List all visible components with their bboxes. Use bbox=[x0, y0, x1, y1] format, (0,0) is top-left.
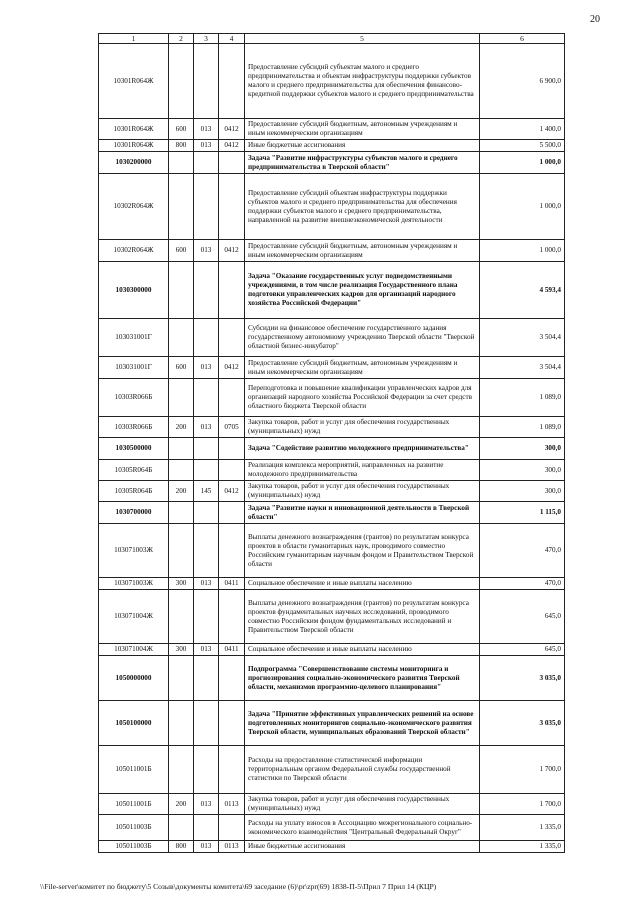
table-row bbox=[99, 262, 565, 319]
table-row bbox=[99, 379, 565, 417]
row-code: 103031001Г bbox=[99, 319, 169, 357]
row-code: 10302R064Ж bbox=[99, 174, 169, 240]
row-description: Выплаты денежного вознаграждения (грантов) по результатам конкурса проектов фундаментальных научных исследований, проводимого совместно Российским фондом фундаментальных исследований и Правительством Тверской области bbox=[245, 590, 480, 644]
row-amount: 1 335,0 bbox=[480, 815, 565, 841]
row-col-2 bbox=[169, 524, 194, 578]
header-col-6: 6 bbox=[480, 34, 565, 44]
row-col-2 bbox=[169, 590, 194, 644]
row-amount: 3 035,0 bbox=[480, 701, 565, 746]
row-col-3 bbox=[194, 44, 219, 119]
row-amount: 1 400,0 bbox=[480, 119, 565, 140]
row-code: 105011003Б bbox=[99, 815, 169, 841]
row-col-3: 145 bbox=[194, 481, 219, 502]
header-col-1: 1 bbox=[99, 34, 169, 44]
table-row bbox=[99, 481, 565, 502]
row-amount: 1 700,0 bbox=[480, 794, 565, 815]
row-col-2 bbox=[169, 44, 194, 119]
table-row bbox=[99, 590, 565, 644]
row-amount: 1 000,0 bbox=[480, 152, 565, 174]
table-row bbox=[99, 578, 565, 590]
row-description: Расходы на предоставление статистической информации территориальным органом Федеральной службы государственной статистики по Тверской области bbox=[245, 746, 480, 794]
row-code: 10301R064Ж bbox=[99, 44, 169, 119]
header-col-2: 2 bbox=[169, 34, 194, 44]
row-col-4: 0412 bbox=[219, 140, 245, 152]
row-col-3: 013 bbox=[194, 644, 219, 656]
header-col-3: 3 bbox=[194, 34, 219, 44]
table-row bbox=[99, 656, 565, 701]
row-code: 10301R064Ж bbox=[99, 119, 169, 140]
row-col-2 bbox=[169, 262, 194, 319]
row-col-3 bbox=[194, 701, 219, 746]
row-col-4 bbox=[219, 590, 245, 644]
table-row bbox=[99, 841, 565, 853]
row-col-4: 0113 bbox=[219, 794, 245, 815]
row-code: 1030500000 bbox=[99, 438, 169, 460]
row-amount: 3 504,4 bbox=[480, 357, 565, 379]
row-amount: 645,0 bbox=[480, 644, 565, 656]
header-row bbox=[99, 34, 565, 44]
row-amount: 1 089,0 bbox=[480, 417, 565, 438]
row-col-4: 0412 bbox=[219, 240, 245, 262]
row-amount: 300,0 bbox=[480, 481, 565, 502]
row-code: 103071004Ж bbox=[99, 644, 169, 656]
row-col-2: 800 bbox=[169, 841, 194, 853]
row-description: Закупка товаров, работ и услуг для обеспечения государственных (муниципальных) нужд bbox=[245, 417, 480, 438]
row-col-2 bbox=[169, 319, 194, 357]
row-col-4: 0412 bbox=[219, 481, 245, 502]
row-code: 10303R066Б bbox=[99, 417, 169, 438]
row-description: Задача "Содействие развитию молодежного предпринимательства" bbox=[245, 438, 480, 460]
table-row bbox=[99, 319, 565, 357]
row-code: 1030200000 bbox=[99, 152, 169, 174]
row-description: Задача "Оказание государственных услуг подведомственными учреждениями, в том числе реализация Государственного плана подготовки управленческих кадров для организаций народного хозяйства Российской Федерации" bbox=[245, 262, 480, 319]
row-col-3 bbox=[194, 262, 219, 319]
row-col-4: 0412 bbox=[219, 119, 245, 140]
row-col-2: 300 bbox=[169, 644, 194, 656]
row-description: Реализация комплекса мероприятий, направленных на развитие молодежного предпринимательства bbox=[245, 460, 480, 481]
row-col-3: 013 bbox=[194, 578, 219, 590]
table-row bbox=[99, 524, 565, 578]
row-amount: 1 700,0 bbox=[480, 746, 565, 794]
row-description: Переподготовка и повышение квалификации управленческих кадров для организаций народного хозяйства Российской Федерации за счет средств областного бюджета Тверской области bbox=[245, 379, 480, 417]
row-code: 103071003Ж bbox=[99, 578, 169, 590]
row-code: 10305R064Б bbox=[99, 460, 169, 481]
row-col-3 bbox=[194, 502, 219, 524]
row-amount: 470,0 bbox=[480, 524, 565, 578]
row-code: 10305R064Б bbox=[99, 481, 169, 502]
row-col-3 bbox=[194, 524, 219, 578]
row-amount: 4 593,4 bbox=[480, 262, 565, 319]
row-description: Социальное обеспечение и иные выплаты населению bbox=[245, 578, 480, 590]
row-col-4 bbox=[219, 746, 245, 794]
row-col-3 bbox=[194, 460, 219, 481]
row-col-4 bbox=[219, 262, 245, 319]
table-row bbox=[99, 460, 565, 481]
page-number: 20 bbox=[590, 14, 600, 25]
table-row bbox=[99, 152, 565, 174]
row-col-2 bbox=[169, 815, 194, 841]
row-col-4: 0411 bbox=[219, 578, 245, 590]
row-code: 105011001Б bbox=[99, 746, 169, 794]
table-row bbox=[99, 240, 565, 262]
row-code: 10303R066Б bbox=[99, 379, 169, 417]
row-col-4 bbox=[219, 44, 245, 119]
row-col-3 bbox=[194, 746, 219, 794]
table-row bbox=[99, 119, 565, 140]
row-amount: 1 335,0 bbox=[480, 841, 565, 853]
header-col-5: 5 bbox=[245, 34, 480, 44]
row-col-2 bbox=[169, 152, 194, 174]
row-col-2: 600 bbox=[169, 119, 194, 140]
row-col-3 bbox=[194, 152, 219, 174]
row-description: Задача "Развитие науки и инновационной деятельности в Тверской области" bbox=[245, 502, 480, 524]
row-col-2: 200 bbox=[169, 481, 194, 502]
row-code: 105011001Б bbox=[99, 794, 169, 815]
row-description: Предоставление субсидий бюджетным, автономным учреждениям и иным некоммерческим организациям bbox=[245, 240, 480, 262]
row-col-3 bbox=[194, 656, 219, 701]
table-row bbox=[99, 815, 565, 841]
row-col-4 bbox=[219, 701, 245, 746]
row-description: Предоставление субсидий субъектам малого и среднего предпринимательства и объектам инфраструктуры поддержки субъектов малого и среднего предпринимательства для обеспечения финансово-кредитной поддержки субъектов малого и среднего предпринимательства bbox=[245, 44, 480, 119]
table-row bbox=[99, 746, 565, 794]
table-row bbox=[99, 357, 565, 379]
row-col-2 bbox=[169, 438, 194, 460]
row-description: Задача "Развитие инфраструктуры субъектов малого и среднего предпринимательства в Тверской области" bbox=[245, 152, 480, 174]
row-amount: 1 089,0 bbox=[480, 379, 565, 417]
row-description: Иные бюджетные ассигнования bbox=[245, 841, 480, 853]
row-col-4 bbox=[219, 319, 245, 357]
row-description: Предоставление субсидий бюджетным, автономным учреждениям и иным некоммерческим организациям bbox=[245, 357, 480, 379]
row-code: 10301R064Ж bbox=[99, 140, 169, 152]
row-col-4: 0412 bbox=[219, 357, 245, 379]
row-col-4 bbox=[219, 815, 245, 841]
row-amount: 300,0 bbox=[480, 438, 565, 460]
row-col-3 bbox=[194, 379, 219, 417]
row-col-2 bbox=[169, 502, 194, 524]
row-amount: 645,0 bbox=[480, 590, 565, 644]
row-col-2 bbox=[169, 701, 194, 746]
row-col-4 bbox=[219, 656, 245, 701]
row-col-2: 200 bbox=[169, 794, 194, 815]
row-description: Предоставление субсидий бюджетным, автономным учреждениям и иным некоммерческим организациям bbox=[245, 119, 480, 140]
row-code: 10302R064Ж bbox=[99, 240, 169, 262]
row-amount: 6 900,0 bbox=[480, 44, 565, 119]
row-col-4 bbox=[219, 174, 245, 240]
row-col-4: 0705 bbox=[219, 417, 245, 438]
row-amount: 3 504,4 bbox=[480, 319, 565, 357]
table-row bbox=[99, 644, 565, 656]
table-row bbox=[99, 502, 565, 524]
row-description: Иные бюджетные ассигнования bbox=[245, 140, 480, 152]
row-col-4: 0411 bbox=[219, 644, 245, 656]
row-col-3: 013 bbox=[194, 119, 219, 140]
row-description: Закупка товаров, работ и услуг для обеспечения государственных (муниципальных) нужд bbox=[245, 481, 480, 502]
row-col-4 bbox=[219, 438, 245, 460]
row-col-2 bbox=[169, 174, 194, 240]
row-amount: 1 000,0 bbox=[480, 174, 565, 240]
row-col-2: 200 bbox=[169, 417, 194, 438]
row-col-3: 013 bbox=[194, 794, 219, 815]
header-col-4: 4 bbox=[219, 34, 245, 44]
row-amount: 470,0 bbox=[480, 578, 565, 590]
row-code: 1030300000 bbox=[99, 262, 169, 319]
row-description: Выплаты денежного вознаграждения (грантов) по результатам конкурса проектов в области гуманитарных наук, проводимого совместно Российским гуманитарным научным фондом и Правительством Тверской области bbox=[245, 524, 480, 578]
row-code: 1050000000 bbox=[99, 656, 169, 701]
row-col-3 bbox=[194, 319, 219, 357]
row-amount: 300,0 bbox=[480, 460, 565, 481]
row-col-3: 013 bbox=[194, 240, 219, 262]
row-col-4 bbox=[219, 152, 245, 174]
row-description: Расходы на уплату взносов в Ассоциацию межрегионального социально-экономического взаимодействия "Центральный Федеральный Округ" bbox=[245, 815, 480, 841]
row-amount: 1 115,0 bbox=[480, 502, 565, 524]
budget-table bbox=[98, 33, 565, 853]
table-row bbox=[99, 701, 565, 746]
file-path-footer: \\File-server\комитет по бюджету\5 Созыв\документы комитета\69 заседание (6)\pr\zpr(69) 1838-П-5\Прил 7 Прил 14 (КЦР) bbox=[40, 882, 437, 891]
row-col-3: 013 bbox=[194, 357, 219, 379]
row-col-2: 600 bbox=[169, 357, 194, 379]
row-col-3 bbox=[194, 590, 219, 644]
row-col-2: 300 bbox=[169, 578, 194, 590]
row-code: 103031001Г bbox=[99, 357, 169, 379]
row-col-2 bbox=[169, 379, 194, 417]
table-row bbox=[99, 140, 565, 152]
row-description: Подпрограмма "Совершенствование системы мониторинга и прогнозирования социально-экономического развития Тверской области, механизмов программно-целевого планирования" bbox=[245, 656, 480, 701]
table-row bbox=[99, 438, 565, 460]
row-col-2: 600 bbox=[169, 240, 194, 262]
row-col-2 bbox=[169, 746, 194, 794]
row-code: 103071004Ж bbox=[99, 590, 169, 644]
row-col-4 bbox=[219, 460, 245, 481]
row-col-3: 013 bbox=[194, 140, 219, 152]
row-code: 1050100000 bbox=[99, 701, 169, 746]
row-amount: 5 500,0 bbox=[480, 140, 565, 152]
row-amount: 1 000,0 bbox=[480, 240, 565, 262]
row-col-3 bbox=[194, 815, 219, 841]
row-code: 103071003Ж bbox=[99, 524, 169, 578]
row-description: Социальное обеспечение и иные выплаты населению bbox=[245, 644, 480, 656]
row-col-4 bbox=[219, 502, 245, 524]
table-row bbox=[99, 417, 565, 438]
row-col-2: 800 bbox=[169, 140, 194, 152]
row-col-2 bbox=[169, 656, 194, 701]
table-body bbox=[99, 44, 565, 853]
row-col-3: 013 bbox=[194, 841, 219, 853]
row-description: Предоставление субсидий объектам инфраструктуры поддержки субъектов малого и среднего предпринимательства для обеспечения поддержки субъектов малого и среднего предпринимательства, направленной на развитие внешнеэкономической деятельности bbox=[245, 174, 480, 240]
row-col-2 bbox=[169, 460, 194, 481]
row-description: Задача "Принятие эффективных управленческих решений на основе подготовленных мониторингов социально-экономического развития Тверской области, муниципальных образований Тверской области" bbox=[245, 701, 480, 746]
row-col-4: 0113 bbox=[219, 841, 245, 853]
row-amount: 3 035,0 bbox=[480, 656, 565, 701]
row-code: 1030700000 bbox=[99, 502, 169, 524]
row-code: 105011003Б bbox=[99, 841, 169, 853]
row-col-4 bbox=[219, 524, 245, 578]
table-row bbox=[99, 794, 565, 815]
table-row bbox=[99, 44, 565, 119]
row-col-4 bbox=[219, 379, 245, 417]
row-col-3: 013 bbox=[194, 417, 219, 438]
table-row bbox=[99, 174, 565, 240]
row-description: Закупка товаров, работ и услуг для обеспечения государственных (муниципальных) нужд bbox=[245, 794, 480, 815]
row-col-3 bbox=[194, 174, 219, 240]
row-col-3 bbox=[194, 438, 219, 460]
row-description: Субсидии на финансовое обеспечение государственного задания государственному автономному учреждению Тверской области "Тверской областной бизнес-инкубатор" bbox=[245, 319, 480, 357]
